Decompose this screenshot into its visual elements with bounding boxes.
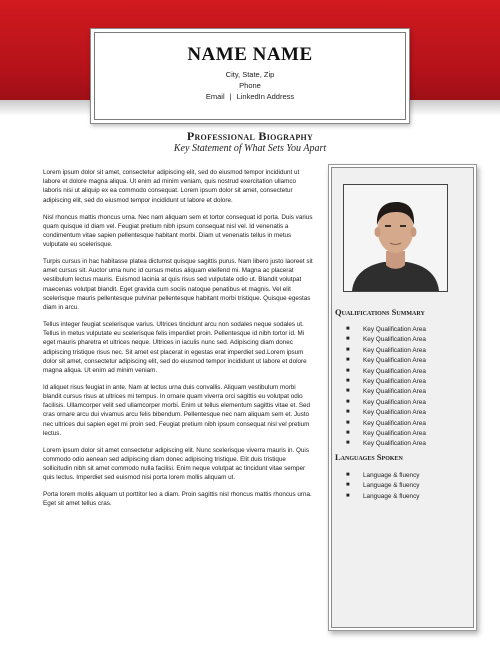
- bio-paragraph: Porta lorem mollis aliquam ut porttitor leo a diam. Proin sagittis nisl rhoncus mattis rhoncus urna. Eget sit amet tellus cras.: [43, 491, 312, 508]
- bullet-icon: ■: [346, 377, 350, 384]
- bullet-icon: ■: [346, 429, 350, 436]
- bullet-icon: ■: [346, 472, 350, 478]
- qualifications-list: [332, 326, 473, 451]
- bullet-icon: ■: [346, 346, 350, 353]
- bullet-icon: ■: [346, 336, 350, 343]
- list-item: ■ Language & fluency: [346, 472, 420, 479]
- bullet-icon: ■: [346, 419, 350, 426]
- qualifications-heading: Qualifications Summary: [335, 307, 425, 317]
- list-item: ■ Key Qualification Area: [346, 398, 426, 406]
- linkedin-text: LinkedIn Address: [236, 92, 295, 101]
- languages-heading: Languages Spoken: [335, 452, 403, 462]
- email-text: Email: [205, 92, 225, 101]
- bullet-icon: ■: [346, 326, 350, 332]
- bullet-icon: ■: [346, 409, 350, 416]
- sidebar-panel: [331, 167, 474, 628]
- bullet-icon: ■: [346, 440, 350, 447]
- list-item: ■ Key Qualification Area: [346, 419, 426, 427]
- candidate-name: NAME NAME: [187, 44, 313, 65]
- list-item: ■ Key Qualification Area: [346, 357, 426, 365]
- list-item: ■ Key Qualification Area: [346, 409, 426, 417]
- list-item: ■ Language & fluency: [346, 482, 420, 490]
- list-item: ■ Key Qualification Area: [346, 367, 426, 375]
- list-item: ■ Key Qualification Area: [346, 429, 426, 437]
- location-line: City, State, Zip: [225, 70, 275, 79]
- list-item: ■ Key Qualification Area: [346, 336, 426, 344]
- bullet-icon: ■: [346, 482, 350, 489]
- bio-paragraph: Turpis cursus in hac habitasse platea dictumst quisque sagittis purus. Nam libero justo laoreet sit amet cursus sit. Auctor urna nunc id cursus metus aliquam eleifend mi. Magna ac placerat vestibulum lectus mauris. Euismod lacinia at quis risus sed vulputate odio ut. Blandit volutpat maecenas volutpat blandit. Eget gravida cum sociis natoque penatibus et magnis. Vel elit scelerisque mauris pellentesque pulvinar pellentesque habitant morbi tristique. Quisque egestas diam in arcu.: [43, 258, 313, 312]
- bio-title: Professional Biography: [186, 129, 314, 143]
- bullet-icon: ■: [346, 492, 350, 499]
- bullet-icon: ■: [346, 357, 350, 364]
- languages-list: [332, 472, 473, 503]
- phone-line: Phone: [239, 81, 261, 90]
- bullet-icon: ■: [346, 367, 350, 374]
- list-item: ■ Key Qualification Area: [346, 388, 426, 396]
- portrait-photo: [343, 184, 448, 292]
- list-item: ■ Key Qualification Area: [346, 440, 426, 448]
- bullet-icon: ■: [346, 388, 350, 395]
- contact-header-box: [94, 32, 406, 120]
- list-item: ■ Language & fluency: [346, 492, 420, 500]
- list-item: ■ Key Qualification Area: [346, 326, 426, 333]
- separator: |: [229, 92, 232, 101]
- bio-paragraph: Id aliquet risus feugiat in ante. Nam at lectus urna duis convallis. Aliquam vestibulum morbi blandit cursus risus at ultrices mi tempus. In ornare quam viverra orci sagittis eu volutpat odio facilisis. Ullamcorper velit sed ullamcorper morbi. Enim ut tellus elementum sagittis vitae et. Sed cras ornare arcu dui vivamus arcu felis bibendum. Pellentesque nec nam aliquam sem et. Justo nec ultrices dui sapien eget mi proin sed. Feugiat pretium nibh ipsum consequat nisl vel pretium lectus.: [43, 383, 311, 437]
- list-item: ■ Key Qualification Area: [346, 377, 426, 385]
- bio-paragraph: Lorem ipsum dolor sit amet, consectetur adipiscing elit, sed do eiusmod tempor incididunt ut labore et dolore magna aliqua. Ut enim ad minim veniam, quis nostrud exercitation ullamco laboris nisi ut aliquip ex ea commodo consequat. Lorem ipsum dolor sit amet, consectetur adipiscing elit, sed do eiusmod tempor incididunt ut labore et dolore.: [43, 169, 300, 204]
- bullet-icon: ■: [346, 398, 350, 405]
- email-linkedin-line: [95, 91, 405, 102]
- bio-paragraph: Tellus integer feugiat scelerisque varius. Ultrices tincidunt arcu non sodales neque sodales ut. Tellus in metus vulputate eu scelerisque felis imperdiet proin. Pellentesque id nibh tortor id. Mi eget mauris pharetra et ultrices neque. Ultrices in iaculis nunc sed. Adipiscing diam donec adipiscing tristique risus nec. Sit amet est placerat in egestas erat imperdiet sed.Lorem ipsum dolor sit amet, consectetur adipiscing elit, sed do eiusmod tempor incididunt ut labore et dolore magna aliqua. Ut enim ad minim veniam.: [43, 320, 307, 374]
- bio-body: [43, 168, 315, 516]
- list-item: ■ Key Qualification Area: [346, 346, 426, 354]
- bio-subtitle: Key Statement of What Sets You Apart: [173, 143, 327, 154]
- bio-paragraph: Lorem ipsum dolor sit amet consectetur adipiscing elit. Nunc scelerisque viverra mauris in. Quis commodo odio aenean sed adipiscing diam donec adipiscing tristique. Elit duis tristique sollicitudin nibh sit amet commodo nulla facilisi. Enim neque volutpat ac tincidunt vitae semper quis lectus. Imperdiet sed euismod nisi porta lorem mollis aliquam ut.: [43, 446, 309, 482]
- bio-paragraph: Nisl rhoncus mattis rhoncus urna. Nec nam aliquam sem et tortor consequat id porta. Duis varius quam quisque id diam vel. Feugiat pretium nibh ipsum consequat nisl vel. Id venenatis a condimentum vitae sapien pellentesque habitant morbi. Diam ut venenatis tellus in metus vulputate eu scelerisque.: [43, 213, 313, 249]
